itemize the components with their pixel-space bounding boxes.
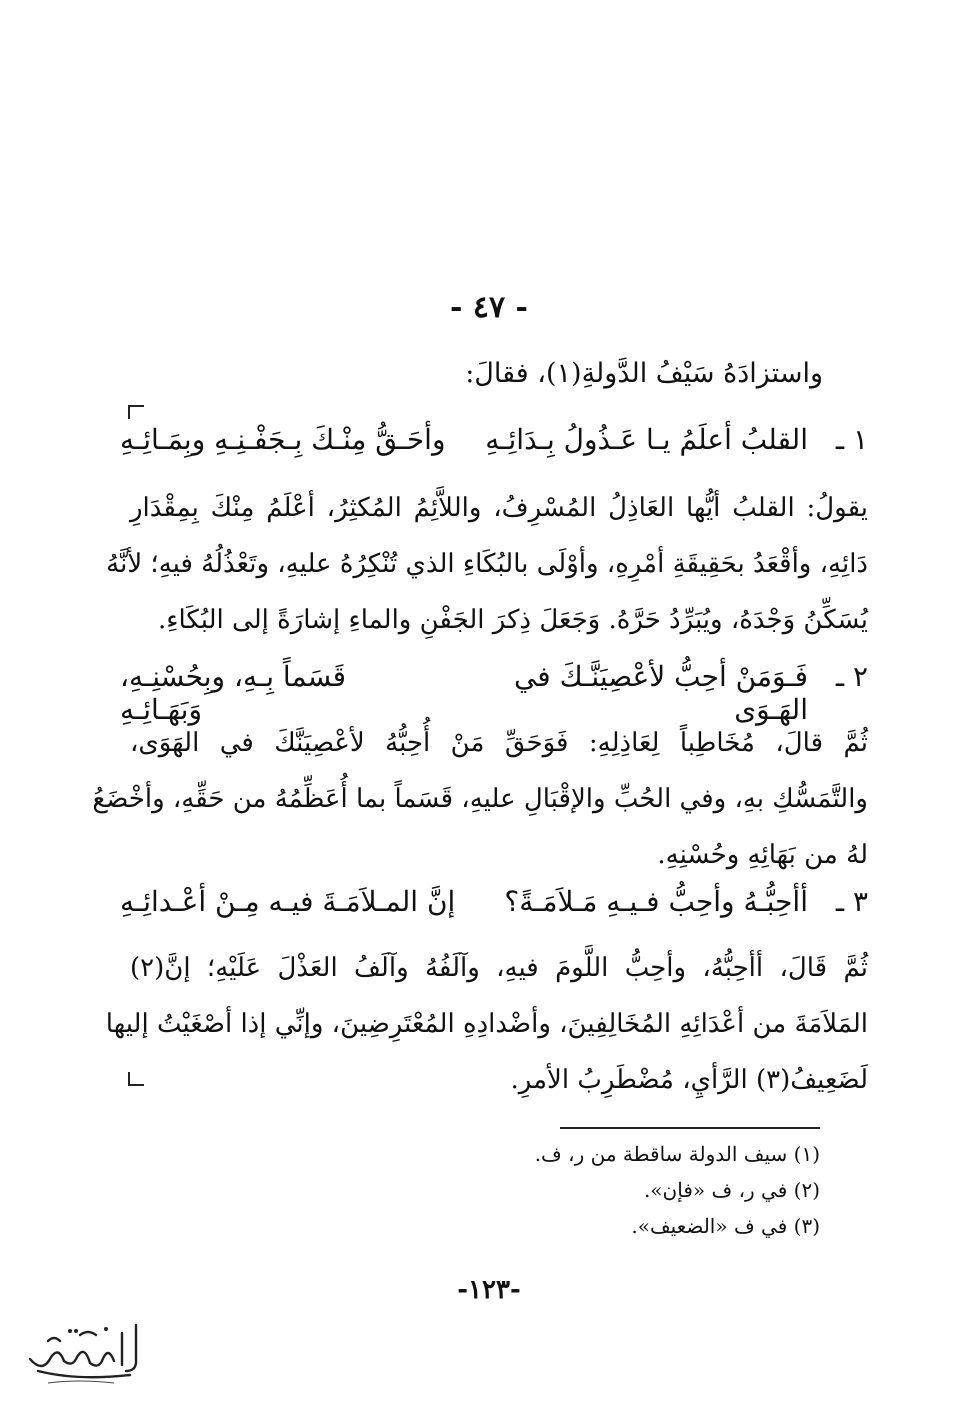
commentary-line: المَلاَمَةَ من أعْدَائِهِ المُخَالِفِينَ، وأضْدادِهِ المُعْتَرِضِينَ، وإنِّي إذا أصْغَيْتُ إليها [105, 1009, 868, 1039]
bracket-top-mark [128, 405, 144, 419]
verse-hemistich-first: أأحِبُّـهُ وأحِبُّ فـيـهِ مَـلاَمَـةً؟ [504, 885, 808, 918]
commentary-line: يُسَكِّنُ وَجْدَهُ، ويُبَرِّدُ حَرَّهُ. وَجَعَلَ ذِكرَ الجَفْنِ والماءِ إشارَةً إلى البُكَاءِ. [158, 605, 868, 635]
intro-line: واستزادَهُ سَيْفُ الدَّولةِ(١)، فقالَ: [465, 358, 823, 389]
verse-number: ١ ـ [835, 423, 868, 456]
commentary-line: دَائِهِ، وأقْعَدُ بحَقِيقَةِ أمْرِهِ، وأوْلَى بالبُكَاءِ الذي تُنْكِرُهُ عليهِ، وتَعْذُلُهُ فيهِ؛ لأنَّهُ [106, 549, 868, 579]
commentary-line: يقولُ: القلبُ أيُّها العَاذِلُ المُسْرِفُ، واللاَّئِمُ المُكثِرُ، أعْلَمُ مِنْكَ بِمِقْدَارِ [130, 493, 868, 523]
commentary-line: ثُمَّ قالَ، مُخَاطِباً لِعَاذِلِهِ: فَوَحَقِّ مَنْ أُحِبُّهُ لأعْصِيَنَّكَ في الهَوَى، [130, 728, 868, 758]
page-header-number: - ٤٧ - [449, 290, 529, 325]
commentary-line: والتَّمَسُّكِ بهِ، وفي الحُبِّ والإقْبَالِ عليهِ، قَسَماً بما أُعَظِّمُهُ من حَقِّهِ، وأخْضَعُ [92, 784, 868, 814]
footnote-3: (٣) في ف «الضعيف». [631, 1214, 820, 1238]
verse-number: ٣ ـ [835, 885, 868, 918]
verse-hemistich-first: فَـوَمَنْ أحِبُّ لأعْصِيَنَّـكَ في الهَـوَى [513, 660, 808, 726]
verse-number: ٢ ـ [835, 660, 868, 693]
commentary-line: ثُمَّ قَالَ، أأحِبُّهُ، وأحِبُّ اللَّومَ فيهِ، وآلَفُهُ وآلَفُ العَذْلَ عَلَيْهِ؛ إنَّ(٢) [130, 953, 868, 983]
footnote-2: (٢) في ر، ف «فإن». [643, 1178, 820, 1202]
verse-hemistich-second: وأحَـقُّ مِنْـكَ بِـجَفْـنِـهِ وبِمَـائِـهِ [120, 423, 446, 456]
commentary-line: لَضَعِيفُ(٣) الرَّأيِ، مُضْطَرِبُ الأمرِ. [510, 1065, 868, 1095]
bracket-bottom-mark [128, 1072, 144, 1086]
verse-hemistich-second: إنَّ المـلاَمَـةَ فيـه مِـنْ أعْـدائِـهِ [119, 885, 456, 918]
footnote-divider [560, 1127, 820, 1129]
calligraphy-seal-logo [18, 1315, 148, 1390]
commentary-2 [92, 715, 868, 883]
verse-hemistich-second: قَسَماً بِـهِ، وبِحُسْنِـهِ، وَبَهَـائِـهِ [120, 660, 346, 726]
commentary-1 [106, 480, 868, 648]
commentary-line: لهُ من بَهَائِهِ وحُسْنِهِ. [657, 840, 868, 870]
verse-hemistich-first: القلبُ أعلَمُ يـا عَـذُولُ بِـدَائِـهِ [485, 423, 808, 456]
page-footer-number: -١٢٣- [457, 1275, 521, 1305]
verse-1 [120, 423, 868, 456]
verse-3 [120, 885, 868, 918]
footnote-1: (١) سيف الدولة ساقطة من ر، ف. [534, 1142, 820, 1166]
commentary-3 [105, 940, 868, 1108]
